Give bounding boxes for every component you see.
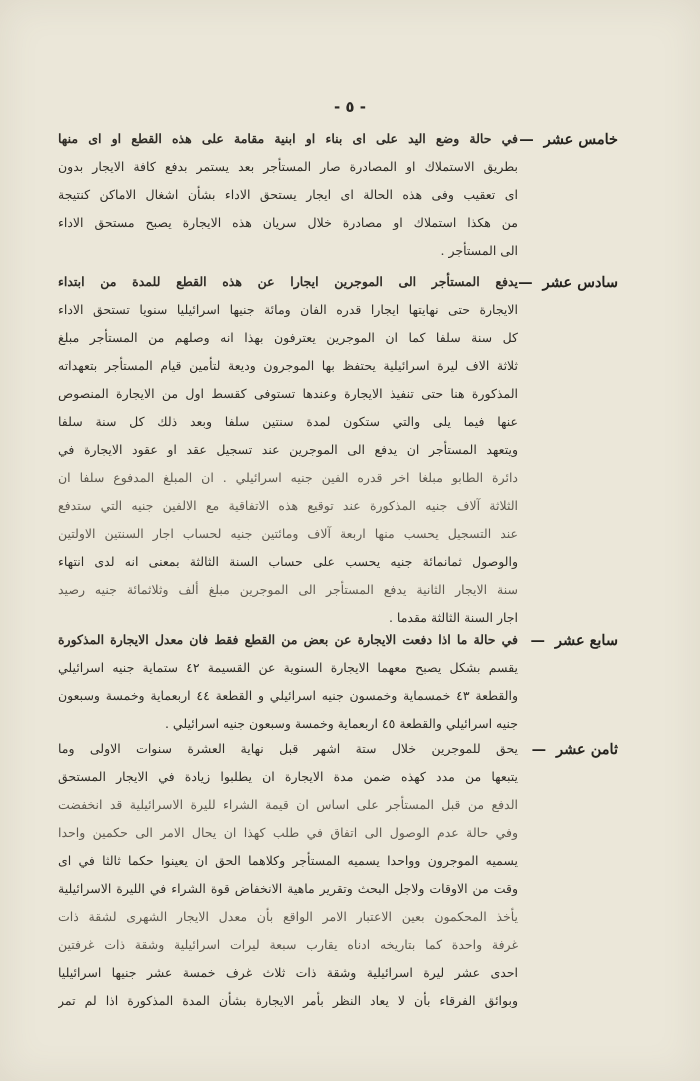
clause-line: يأخذ المحكمون بعين الاعتبار الامر الواقع بأن معدل الايجار الشهرى لشقة ذات [58,909,518,924]
clause-line: بطريق الاستملاك او المصادرة صار المستأجر بعد يستمر بدفع كافة الايجار بدون [58,159,518,174]
clause-line: وفي حالة عدم الوصول الى اتفاق في طلب كهذا ان يحال الامر الى حكمين واحدا [58,825,518,840]
clause-line: يسميه الموجرون وواحدا يسميه المستأجر وكلاهما الحق ان يعينوا حكما ثالثا في اى [58,853,518,868]
clause-line: والقطعة ٤٣ خمسماية وخمسون جنيه اسرائيلي و القطعة ٤٤ اربعماية وخمسة وسبعون [58,688,518,703]
clause-line: الى المستأجر . [440,243,518,258]
clause-line: الدفع من قبل المستأجر على اساس ان قيمة الشراء لليرة الاسرائيلية قد انخفضت [58,797,518,812]
clause-line: في حالة وضع اليد على اى بناء او ابنية مقامة على هذه القطع او اى منها [58,131,518,146]
clause-line: من هكذا استملاك او مصادرة خلال سريان هذه الايجارة يصبح مستحق الاداء [58,215,518,230]
clause-line: احدى عشر ليرة اسرائيلية وشقة ذات ثلاث غرف خمسة عشر جنيها اسرائيليا [58,965,518,980]
clause-line: وبوائق الفرقاء بأن لا يعاد النظر بأمر الايجارة بشأن المدة المذكورة اذا لم تمر [58,993,518,1008]
clause-line: عند التسجيل يحسب منها اربعة آلاف ومائتين جنيه لحساب اجار السنتين الاولتين [58,526,518,541]
clause-line: ويتعهد المستأجر ان يدفع الى الموجرين عند تسجيل عقد او عقود الايجارة في [58,442,518,457]
clause-line: جنيه اسرائيلي والقطعة ٤٥ اربعماية وخمسة وسبعون جنيه اسرائيلي . [164,716,518,731]
clause-line: اجار السنة الثالثة مقدما . [388,610,518,625]
clause-line: سنة الايجار الثانية يدفع المستأجر الى الموجرين مبلغ ألف وثلاثمائة جنيه رصيد [58,582,518,597]
clause-line: غرفة واحدة كما بتاريخه ادناه يقارب سبعة ليرات اسرائيلية وشقة ذات غرفتين [58,937,518,952]
clause-line: اى تعقيب وفى هذه الحالة اى ايجار يستحق الاداء بشأن اشغال الاماكن كنتيجة [58,187,518,202]
clause-line: ثلاثة الاف ليرة اسرائيلية يحتفظ بها الموجرون وديعة لتأمين قيام المستأجر بتعهداته [58,358,518,373]
page-number: - ٥ - [333,98,367,116]
clause-label: سابع عشر— [530,632,618,649]
clause-line: الايجارة حتى نهايتها ايجارا قدره الفان ومائة جنيها اسرائيليا سنويا تستحق الاداء [58,302,518,317]
clause-line: يحق للموجرين خلال ستة اشهر قبل نهاية العشرة سنوات الاولى وما [58,741,518,756]
clause-line: والوصول ثمانمائة جنيه يحسب على حساب السنة الثالثة بمعنى انه لدى انتهاء [58,554,518,569]
clause-label: خامس عشر— [519,131,618,148]
clause-label: سادس عشر— [518,274,618,291]
clause-line: يقسم بشكل يصبح معهما الايجارة السنوية عن القسيمة ٤٢ ستماية جنيه اسرائيلي [58,660,518,675]
clause-line: يتبعها من مدد كهذه ضمن مدة الايجارة ان يطلبوا زيادة في الايجار المستحق [58,769,518,784]
clause-line: المذكورة هنا حتى تنفيذ الايجارة وعندها تستوفى كقسط اول من الايجارة المنصوص [58,386,518,401]
clause-line: دائرة الطابو مبلغا اخر قدره الفين جنيه اسرائيلي . ان المبلغ المدفوع سلفا ان [58,470,518,485]
clause-line: كل سنة سلفا كما ان الموجرين يعترفون بهذا انه وصلهم من المستأجر مبلغ [58,330,518,345]
clause-line: عنها فيما يلى والتي ستكون لمدة سنتين سلفا وبعد ذلك كل سنة سلفا [58,414,518,429]
clause-label: ثامن عشر— [531,741,618,758]
clause-line: في حالة ما اذا دفعت الايجارة عن بعض من القطع فقط فان معدل الايجارة المذكورة [58,632,518,647]
clause-line: يدفع المستأجر الى الموجرين ايجارا عن هذه القطع للمدة من ابتداء [58,274,518,289]
clause-line: وقت من الاوقات ولاجل البحث وتقرير ماهية الانخفاض قوة الشراء في الليرة الاسرائيلية [58,881,518,896]
clause-line: الثلاثة آلاف جنيه المذكورة عند توقيع هذه الاتفاقية مع الالفين جنيه التي ستدفع [58,498,518,513]
